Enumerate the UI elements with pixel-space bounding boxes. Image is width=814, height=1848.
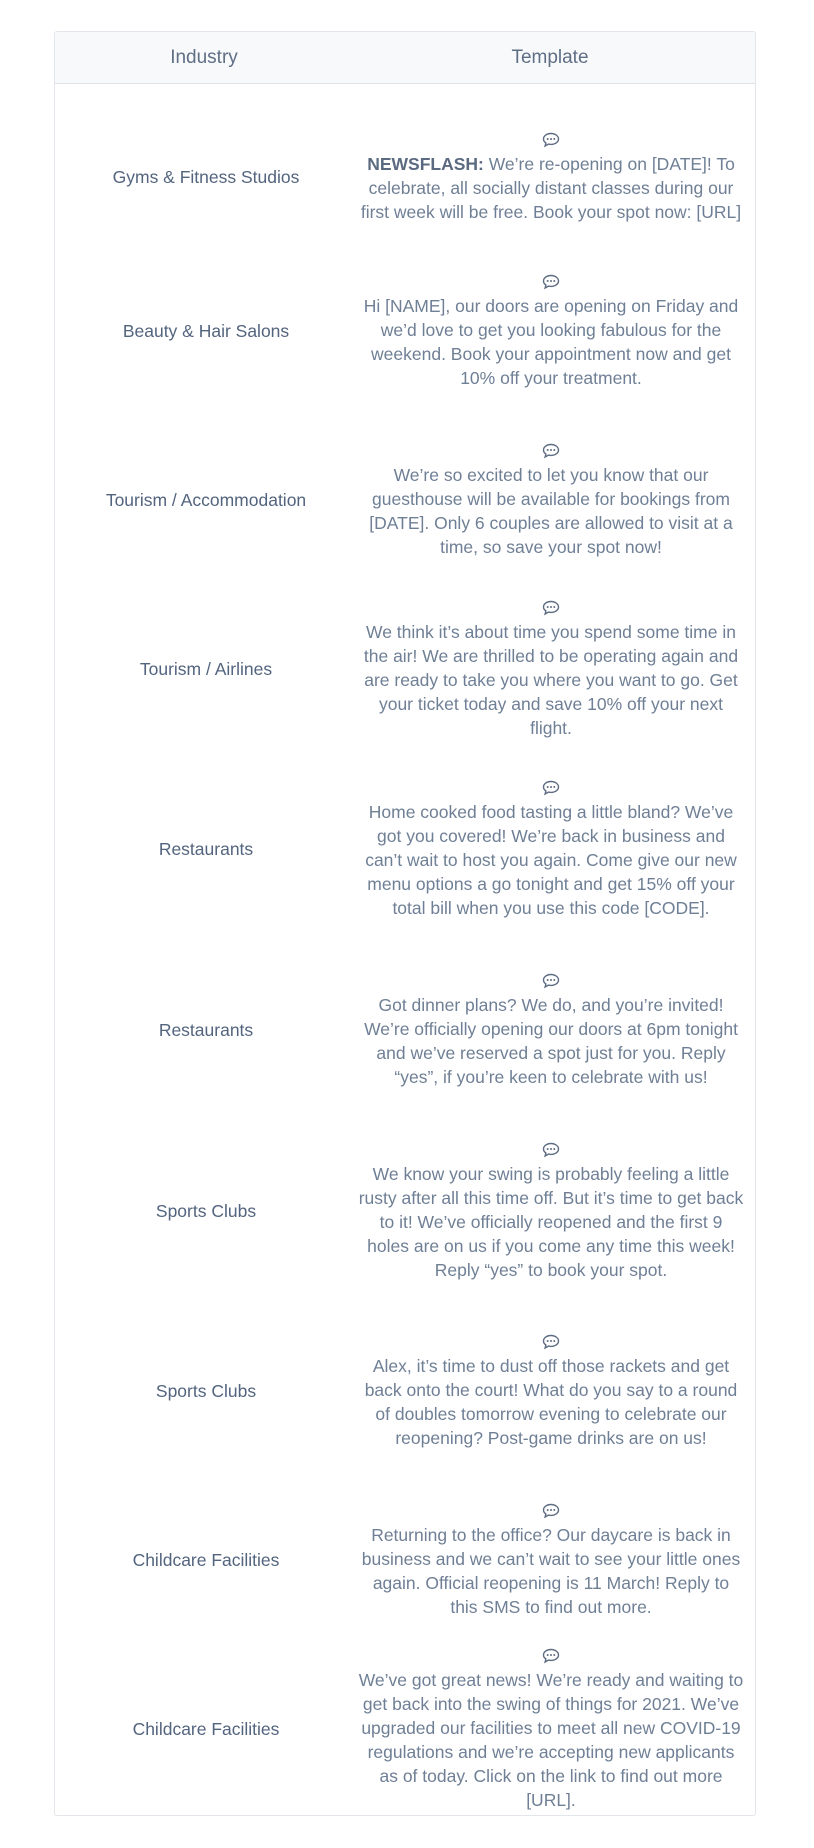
industry-cell: Sports Clubs — [155, 1200, 257, 1221]
table-row — [55, 250, 755, 412]
template-cell — [357, 599, 745, 740]
speech-bubble-icon — [541, 1141, 561, 1159]
industry-cell: Childcare Facilities — [132, 1549, 280, 1570]
template-cell — [357, 131, 745, 224]
table-row — [55, 949, 755, 1111]
industry-cell: Sports Clubs — [155, 1380, 257, 1401]
template-lead: NEWSFLASH: — [367, 153, 489, 174]
speech-bubble-icon — [541, 972, 561, 990]
templates-table — [54, 31, 756, 1816]
table-row — [55, 1310, 755, 1472]
template-text: Hi [NAME], our doors are opening on Friday and we’d love to get you looking fabulous for the weekend. Book your appointment now and get 10% off your treatment. — [363, 295, 739, 388]
template-text: We think it’s about time you spend some time in the air! We are thrilled to be operating again and are ready to take you where you want to go. Get your ticket today and save 10% off your next flight. — [363, 621, 739, 738]
industry-cell: Restaurants — [158, 838, 254, 859]
template-text: Returning to the office? Our daycare is back in business and we can’t wait to see your little ones again. Official reopening is 11 March! Reply to this SMS to find out more. — [361, 1524, 741, 1617]
template-text: We know your swing is probably feeling a little rusty after all this time off. But it’s time to get back to it! We’ve officially reopened and the first 9 holes are on us if you come any time this week! Reply “yes” to book your spot. — [358, 1163, 744, 1280]
template-cell — [357, 779, 745, 920]
header-industry: Industry — [170, 46, 238, 68]
template-cell — [357, 972, 745, 1089]
industry-cell: Gyms & Fitness Studios — [112, 166, 300, 187]
template-text: We’re so excited to let you know that our guesthouse will be available for bookings from [DATE]. Only 6 couples are allowed to visit at a time, so save your spot now! — [369, 464, 733, 557]
table-row — [55, 756, 755, 942]
industry-cell: Tourism / Accommodation — [105, 489, 307, 510]
template-cell — [357, 1502, 745, 1619]
template-cell — [357, 1141, 745, 1282]
template-text: We’re re-opening on [DATE]! To celebrate, all socially distant classes during our first week will be free. Book your spot now: [URL] — [360, 153, 742, 222]
table-row — [55, 1646, 755, 1812]
speech-bubble-icon — [541, 131, 561, 149]
table-row — [55, 419, 755, 581]
speech-bubble-icon — [541, 273, 561, 291]
speech-bubble-icon — [541, 1502, 561, 1520]
template-cell — [357, 1333, 745, 1450]
template-cell — [357, 1647, 745, 1812]
industry-cell: Restaurants — [158, 1019, 254, 1040]
speech-bubble-icon — [541, 599, 561, 617]
speech-bubble-icon — [541, 1333, 561, 1351]
template-text: Alex, it’s time to dust off those rackets and get back onto the court! What do you say to a round of doubles tomorrow evening to celebrate our reopening? Post-game drinks are on us! — [364, 1355, 738, 1448]
table-row — [55, 108, 755, 246]
speech-bubble-icon — [541, 442, 561, 460]
speech-bubble-icon — [541, 779, 561, 797]
industry-cell: Beauty & Hair Salons — [122, 320, 290, 341]
table-header — [55, 32, 755, 84]
industry-cell: Childcare Facilities — [132, 1718, 280, 1739]
template-text: Home cooked food tasting a little bland? We’ve got you covered! We’re back in business and can’t wait to host you again. Come give our new menu options a go tonight and get 15% off your total bill when you use this code [CODE]. — [365, 801, 737, 918]
speech-bubble-icon — [541, 1647, 561, 1665]
industry-cell: Tourism / Airlines — [139, 658, 273, 679]
table-row — [55, 1479, 755, 1641]
template-cell — [357, 273, 745, 390]
table-row — [55, 588, 755, 750]
table-row — [55, 1118, 755, 1304]
template-text: We’ve got great news! We’re ready and waiting to get back into the swing of things for 2021. We’ve upgraded our facilities to meet all new COVID-19 regulations and we’re accepting new applicants as of today. Click on the link to find out more [URL]. — [358, 1669, 744, 1810]
template-cell — [357, 442, 745, 559]
template-text: Got dinner plans? We do, and you’re invited! We’re officially opening our doors at 6pm tonight and we’ve reserved a spot just for you. Reply “yes”, if you’re keen to celebrate with us! — [364, 994, 738, 1087]
header-template: Template — [511, 46, 589, 68]
